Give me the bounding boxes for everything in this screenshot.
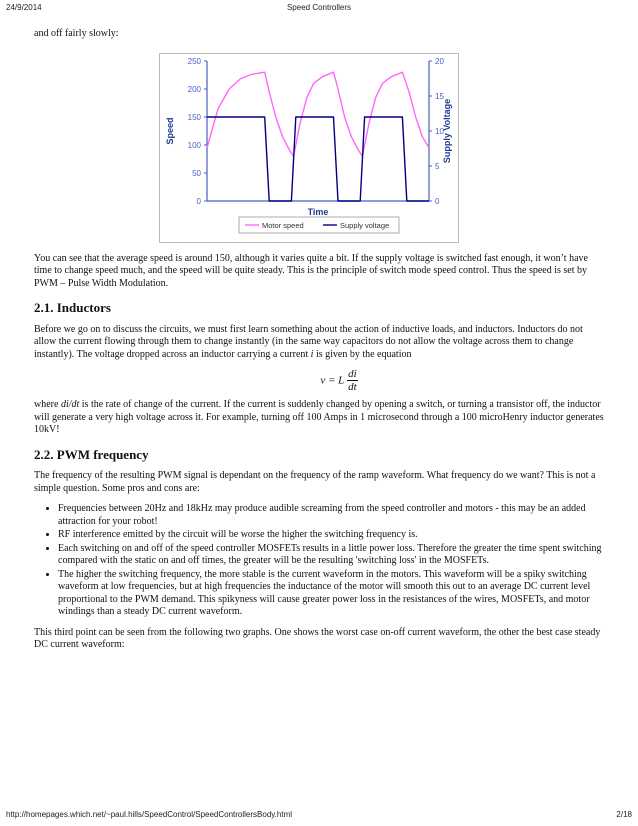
- y2-tick-label: 20: [435, 56, 444, 66]
- chart-svg: [159, 53, 459, 243]
- header-title: Speed Controllers: [286, 3, 352, 12]
- heading-inductors: 2.1. Inductors: [34, 300, 111, 315]
- y-tick-label: 0: [196, 196, 201, 206]
- x-axis-label: Time: [307, 206, 329, 217]
- inductors-text-tail: is given by the equation: [315, 348, 412, 360]
- equation-denominator: dt: [348, 381, 357, 393]
- y-tick-label: 150: [187, 112, 201, 122]
- y-tick-label: 100: [187, 140, 201, 150]
- equation-lhs: v = L: [320, 374, 345, 387]
- di-dt-text: is the rate of change of the current. If the current is suddenly changed by opening a switch, or turning a transistor off, the inductor will generate a very high voltage across it. For example, turning off 100 Amps in 1 microsecond through a 100 microHenry inductor generates 10kV!: [34, 399, 604, 435]
- plot-area: [207, 61, 429, 201]
- page-footer: [6, 810, 632, 822]
- current-variable: i: [310, 348, 314, 360]
- y-axis-label: Speed: [165, 116, 175, 145]
- equation-numerator: di: [348, 368, 357, 380]
- y-tick-label: 250: [187, 56, 201, 66]
- y2-tick-label: 10: [435, 126, 444, 136]
- header-date: 24/9/2014: [6, 3, 42, 12]
- list-item: • Frequencies between 20Hz and 18kHz may produce audible screaming from the speed controller and motors - this may be an added attraction for your robot!: [58, 503, 604, 528]
- speed-voltage-chart: [159, 53, 459, 243]
- y2-axis-label: Supply Voltage: [442, 98, 452, 163]
- paragraph-average-speed: You can see that the average speed is around 150, although it varies quite a bit. If the supply voltage is switched fast enough, it won’t have time to change speed much, and the speed will be quite steady. This is the principle of switch mode speed control. Thus the speed is set by PWM – Pulse Width Modulation.: [34, 252, 588, 289]
- paragraph-inductors: [34, 324, 604, 362]
- paragraph-di-dt: [34, 399, 604, 437]
- y-tick-label: 50: [192, 168, 201, 178]
- paragraph-graphs-intro: This third point can be seen from the following two graphs. One shows the worst case on-off current waveform, the other the best case steady DC current waveform:: [34, 626, 601, 650]
- intro-line: and off fairly slowly:: [34, 28, 119, 39]
- y2-tick-label: 0: [435, 196, 440, 206]
- list-item: • RF interference emitted by the circuit will be worse the higher the switching frequency is.: [58, 529, 604, 542]
- pros-cons-list: [34, 503, 604, 619]
- y2-tick-label: 15: [435, 91, 444, 101]
- list-item: • Each switching on and off of the speed controller MOSFETs results in a little power loss. Therefore the greater the time spent switching compared with the static on and off times, the greater will be the resulting 'switching loss' in the MOSFETs.: [58, 543, 604, 568]
- paragraph-pwm: The frequency of the resulting PWM signal is dependant on the frequency of the ramp waveform. What frequency do we want? This is not a simple question. Some pros and cons are:: [34, 470, 596, 494]
- inductor-equation: [74, 368, 604, 393]
- article-body: [34, 28, 604, 660]
- legend-label: Supply voltage: [340, 220, 390, 230]
- heading-pwm-frequency: 2.2. PWM frequency: [34, 446, 149, 462]
- footer-url[interactable]: http://homepages.which.net/~paul.hills/SpeedControl/SpeedControllersBody.html: [6, 810, 293, 819]
- page-header: [6, 3, 632, 17]
- footer-page-number: 2/18: [616, 810, 632, 819]
- di-dt-lead: where: [34, 399, 59, 410]
- di-dt-variable: di/dt: [60, 399, 80, 410]
- y2-tick-label: 5: [435, 161, 440, 171]
- inductors-text: Before we go on to discuss the circuits, we must first learn something about the action of inductive loads, and inductors. Inductors do not allow the current flowing through them to change instantly (in the same way capacitors do not allow the voltage across them to change instantly). The voltage dropped across an inductor carrying a current: [34, 323, 583, 360]
- y-tick-label: 200: [187, 84, 201, 94]
- legend-label: Motor speed: [262, 220, 304, 230]
- list-item: • The higher the switching frequency, the more stable is the current waveform in the motors. This waveform will be a spiky switching waveform at low frequencies, but at high frequencies the inductance of the motor will smooth this out to an average DC current level proportional to the PWM demand. This spikyness will cause greater power loss in the resistances of the wires, MOSFETs, and motor windings than a steady DC current waveform.: [58, 569, 604, 619]
